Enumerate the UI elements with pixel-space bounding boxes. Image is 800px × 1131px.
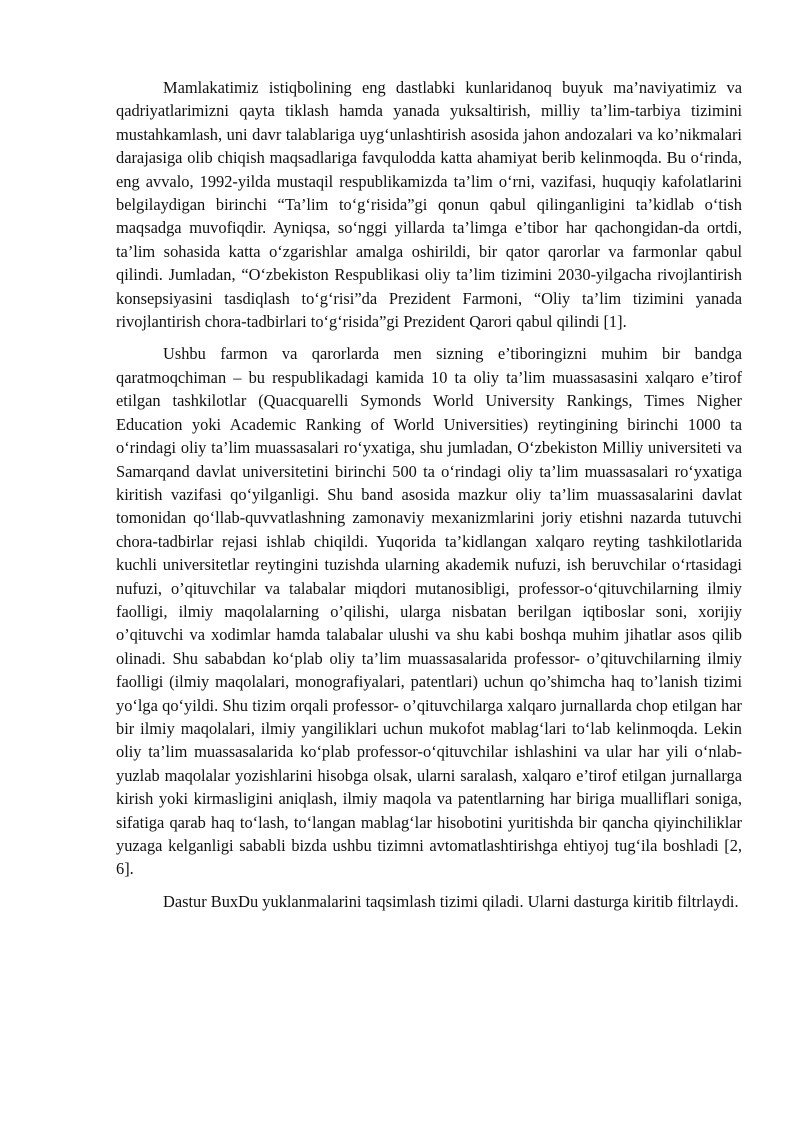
paragraph-decree-ranking: Ushbu farmon va qarorlarda men sizning e’tiboringizni muhim bir bandga qaratmoqchiman – bu respublikadagi kamida 10 ta oliy ta’lim muassasasini xalqaro e’tirof etilgan tashkilotlar (Quacquarelli Symonds World University Rankings, Times Nigher Education yoki Academic Ranking of World Universities) reytingining birinchi 1000 ta o‘rindagi oliy ta’lim muassasalari ro‘yxatiga, shu jumladan, O‘zbekiston Milliy universiteti va Samarqand davlat universitetini birinchi 500 ta o‘rindagi oliy ta’lim muassasalari ro‘yxatiga kiritish vazifasi qo‘yilganligi. Shu band asosida mazkur oliy ta’lim muassasalarini davlat tomonidan qo‘llab-quvvatlashning zamonaviy mexanizmlarini joriy etishni nazarda tutuvchi chora-tadbirlar rejasi ishlab chiqildi. Yuqorida ta’kidlangan xalqaro reyting tashkilotlarida kuchli universitetlar reytingini tuzishda ularning akademik nufuzi, ish beruvchilar o‘rtasidagi nufuzi, o’qituvchilar va talabalar miqdori mutanosibligi, professor-o‘qituvchilarning ilmiy faolligi, ilmiy maqolalarning o’qilishi, ularga nisbatan berilgan iqtiboslar soni, xorijiy o’qituvchi va xodimlar hamda talabalar ulushi va shu kabi boshqa muhim jihatlar asos qilib olinadi. Shu sababdan ko‘plab oliy ta’lim muassasalarida professor- o’qituvchilarning ilmiy faolligi (ilmiy maqolalari, monografiyalari, patentlari) uchun qo’shimcha haq to’lanish tizimi yo‘lga qo‘yildi. Shu tizim orqali professor- o’qituvchilarga xalqaro jurnallarda chop etilgan har bir ilmiy maqolalari, ilmiy yangiliklari uchun mukofot mablag‘lari to‘lab kelinmoqda. Lekin oliy ta’lim muassasalarida ko‘plab professor-o‘qituvchilar ishlashini va ular har yili o‘nlab-yuzlab maqolalar yozishlarini hisobga olsak, ularni saralash, xalqaro e’tirof etilgan jurnallarga kirish yoki kirmasligini aniqlash, ilmiy maqola va patentlarning har biriga mualliflari soniga, sifatiga qarab haq to‘lash, to‘langan mablag‘lar hisobotini yuritishda bir qancha qiyinchiliklar yuzaga kelganligi sababli bizda ushbu tizimni avtomatlashtirishga ehtiyoj tug‘ila boshladi [2, 6]. — [116, 344, 742, 879]
document-page — [116, 76, 742, 922]
paragraph-program: Dastur BuxDu yuklanmalarini taqsimlash tizimi qiladi. Ularni dasturga kiritib filtrlaydi. — [163, 891, 739, 911]
paragraph-intro: Mamlakatimiz istiqbolining eng dastlabki kunlaridanoq buyuk ma’naviyatimiz va qadriyatlarimizni qayta tiklash hamda yanada yuksaltirish, milliy ta’lim-tarbiya tizimini mustahkamlash, uni davr talablariga uyg‘unlashtirish asosida jahon andozalari va ko’nikmalari darajasiga olib chiqish maqsadlariga favqulodda katta ahamiyat berib kelinmoqda. Bu o‘rinda, eng avvalo, 1992-yilda mustaqil respublikamizda ta’lim o‘rni, vazifasi, huquqiy kafolatlarini belgilaydigan birinchi “Ta’lim to‘g‘risida”gi qonun qabul qilinganligini ta’kidlab o‘tish maqsadga muvofiqdir. Ayniqsa, so‘nggi yillarda ta’limga e’tibor har qachongidan-da ortdi, ta’lim sohasida katta o‘zgarishlar amalga oshirildi, bir qator qarorlar va farmonlar qabul qilindi. Jumladan, “O‘zbekiston Respublikasi oliy ta’lim tizimini 2030-yilgacha rivojlantirish konsepsiyasini tasdiqlash to‘g‘risi”da Prezident Farmoni, “Oliy ta’lim tizimini yanada rivojlantirish chora-tadbirlari to‘g‘risida”gi Prezident Qarori qabul qilindi [1]. — [116, 78, 742, 332]
